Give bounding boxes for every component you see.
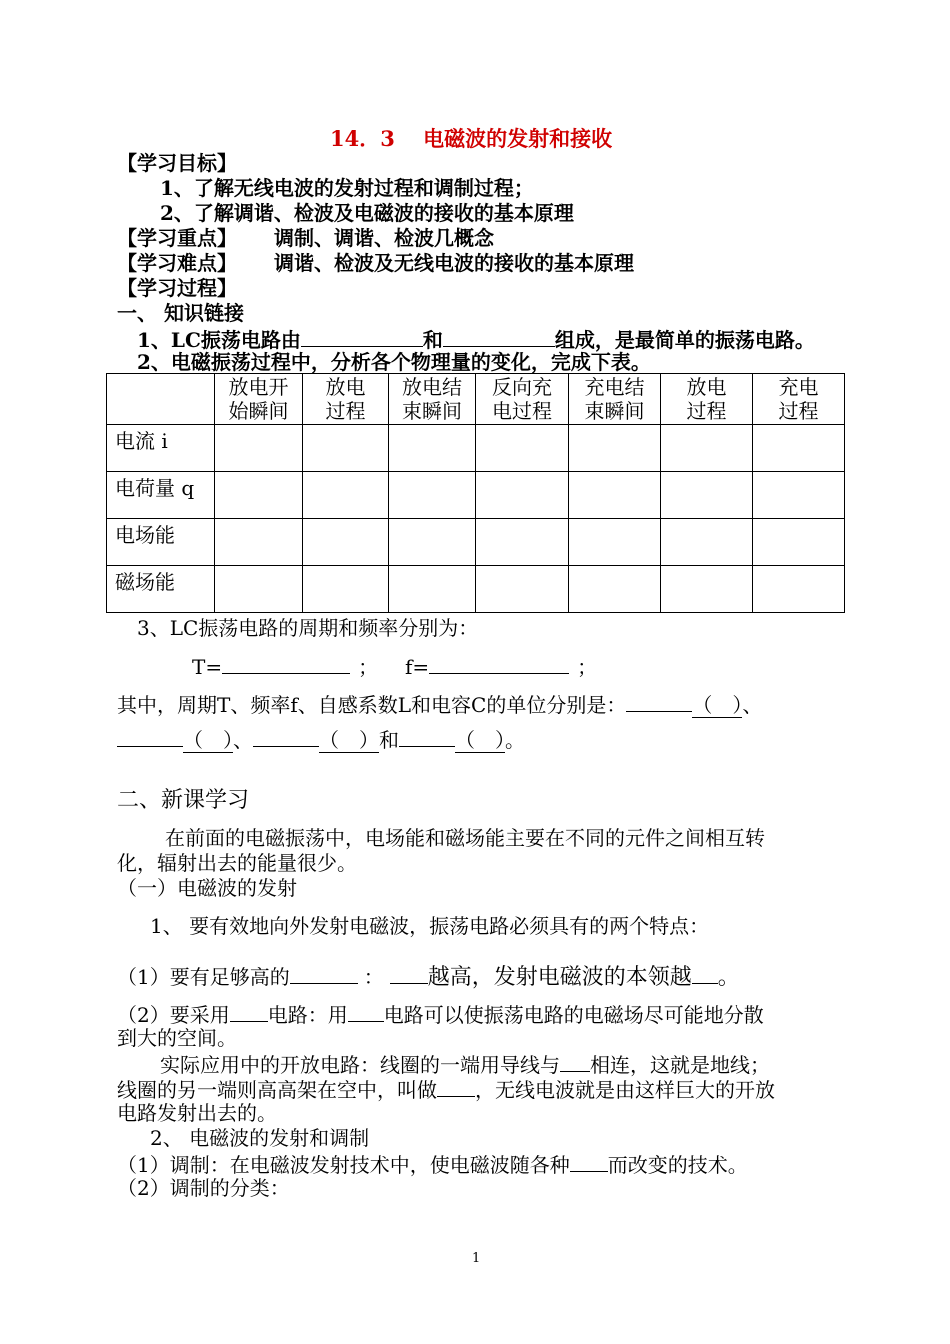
intro-line-1: 在前面的电磁振荡中，电场能和磁场能主要在不同的元件之间相互转 (165, 826, 765, 850)
condition-1: （1）要有足够高的 ： 越高，发射电磁波的本领越 。 (117, 965, 740, 990)
question-1 (137, 328, 815, 350)
key-points-text: 调制、调谐、检波几概念 (274, 226, 494, 250)
q1-blank-2[interactable] (443, 328, 555, 347)
open-circuit-line-1: 实际应用中的开放电路：线圈的一端用导线与 相连，这就是地线； (160, 1053, 770, 1077)
subsection-emission: （一）电磁波的发射 (117, 876, 297, 900)
table-input-cell[interactable] (569, 425, 661, 472)
antenna-blank[interactable] (437, 1078, 475, 1097)
objectives-heading: 【学习目标】 (117, 151, 237, 175)
frequency-blank[interactable] (429, 655, 569, 674)
table-header-row (107, 374, 845, 425)
table-input-cell[interactable] (476, 566, 569, 613)
table-header-cell: 反向充 电过程 (476, 374, 569, 425)
period-blank[interactable] (222, 655, 350, 674)
table-input-cell[interactable] (476, 425, 569, 472)
c2-blank-2[interactable] (348, 1003, 384, 1022)
row-label-magnetic-energy: 磁场能 (107, 566, 215, 613)
question-3: 3、LC振荡电路的周期和频率分别为： (137, 616, 479, 640)
row-label-electric-energy: 电场能 (107, 519, 215, 566)
page-title: 14．3 电磁波的发射和接收 (330, 126, 613, 151)
c1-blank-1[interactable] (290, 965, 358, 984)
section1-heading: 一、 知识链接 (117, 301, 244, 325)
table-input-cell[interactable] (661, 519, 753, 566)
unit-blank-frequency[interactable] (117, 728, 183, 747)
table-input-cell[interactable] (215, 519, 303, 566)
table-input-cell[interactable] (753, 425, 845, 472)
table-input-cell[interactable] (753, 566, 845, 613)
ground-blank[interactable] (560, 1053, 590, 1072)
table-input-cell[interactable] (389, 472, 476, 519)
c2-blank-1[interactable] (230, 1003, 268, 1022)
unit-blank-inductance[interactable] (253, 728, 319, 747)
unit-blank-period[interactable] (626, 693, 692, 712)
c1-blank-3[interactable] (692, 965, 718, 984)
table-input-cell[interactable] (569, 472, 661, 519)
table-row (107, 519, 845, 566)
table-input-cell[interactable] (753, 472, 845, 519)
formula-t: T= ； (192, 655, 379, 679)
table-input-cell[interactable] (389, 425, 476, 472)
table-input-cell[interactable] (661, 566, 753, 613)
table-header-cell: 放电结 束瞬间 (389, 374, 476, 425)
table-input-cell[interactable] (476, 472, 569, 519)
difficulties-text: 调谐、检波及无线电波的接收的基本原理 (274, 251, 634, 275)
table-header-cell: 放电 过程 (303, 374, 389, 425)
table-input-cell[interactable] (215, 472, 303, 519)
q1-suffix: 组成，是最简单的振荡电路。 (554, 328, 815, 352)
q1-blank-1[interactable] (301, 328, 423, 347)
table-input-cell[interactable] (303, 425, 389, 472)
c1-blank-2[interactable] (390, 965, 428, 984)
table-corner-cell (107, 374, 215, 425)
para-1: 1、 要有效地向外发射电磁波，振荡电路必须具有的两个特点： (150, 914, 710, 938)
modulation-2: （2）调制的分类： (117, 1176, 290, 1200)
oscillation-table (106, 373, 845, 613)
units-line-1: 其中，周期T、频率f、自感系数L和电容C的单位分别是： （ ）、 (117, 693, 763, 717)
difficulties-label: 【学习难点】 (117, 251, 237, 275)
q1-prefix: 1、LC振荡电路由 (137, 328, 301, 352)
open-circuit-line-3: 电路发射出去的。 (117, 1101, 277, 1125)
table-input-cell[interactable] (476, 519, 569, 566)
table-header-cell: 充电结 束瞬间 (569, 374, 661, 425)
table-input-cell[interactable] (303, 519, 389, 566)
condition-2: （2）要采用 电路：用 电路可以使振荡电路的电磁场尽可能地分散 (117, 1003, 764, 1027)
modulation-blank[interactable] (570, 1153, 608, 1172)
table-header-cell: 放电开 始瞬间 (215, 374, 303, 425)
process-heading: 【学习过程】 (117, 276, 237, 300)
table-input-cell[interactable] (303, 566, 389, 613)
modulation-1: （1）调制：在电磁波发射技术中，使电磁波随各种 而改变的技术。 (117, 1153, 748, 1177)
objective-item-1: 1、了解无线电波的发射过程和调制过程； (160, 176, 534, 200)
para-2: 2、 电磁波的发射和调制 (150, 1126, 370, 1150)
table-input-cell[interactable] (303, 472, 389, 519)
table-input-cell[interactable] (661, 472, 753, 519)
condition-2-line-2: 到大的空间。 (117, 1026, 237, 1050)
q1-and: 和 (422, 328, 443, 352)
table-input-cell[interactable] (753, 519, 845, 566)
row-label-charge: 电荷量 q (107, 472, 215, 519)
table-row (107, 566, 845, 613)
table-input-cell[interactable] (389, 519, 476, 566)
table-input-cell[interactable] (569, 566, 661, 613)
key-points-label: 【学习重点】 (117, 226, 237, 250)
table-input-cell[interactable] (215, 425, 303, 472)
table-header-cell: 充电 过程 (753, 374, 845, 425)
table-row (107, 425, 845, 472)
open-circuit-line-2: 线圈的另一端则高高架在空中，叫做 ，无线电波就是由这样巨大的开放 (117, 1078, 775, 1102)
table-input-cell[interactable] (215, 566, 303, 613)
units-line-2: （ ）、 （ ）和 （ ）。 (117, 728, 525, 750)
row-label-current: 电流 i (107, 425, 215, 472)
intro-line-2: 化，辐射出去的能量很少。 (117, 851, 357, 875)
table-input-cell[interactable] (661, 425, 753, 472)
formula-f: f= ； (405, 655, 598, 679)
page-number: 1 (472, 1251, 481, 1266)
objective-item-2: 2、了解调谐、检波及电磁波的接收的基本原理 (160, 201, 574, 225)
question-2: 2、电磁振荡过程中，分析各个物理量的变化，完成下表。 (137, 350, 651, 374)
table-header-cell: 放电 过程 (661, 374, 753, 425)
table-row (107, 472, 845, 519)
unit-blank-capacitance[interactable] (399, 728, 455, 747)
table-input-cell[interactable] (389, 566, 476, 613)
table-input-cell[interactable] (569, 519, 661, 566)
section2-heading: 二、新课学习 (117, 788, 250, 813)
